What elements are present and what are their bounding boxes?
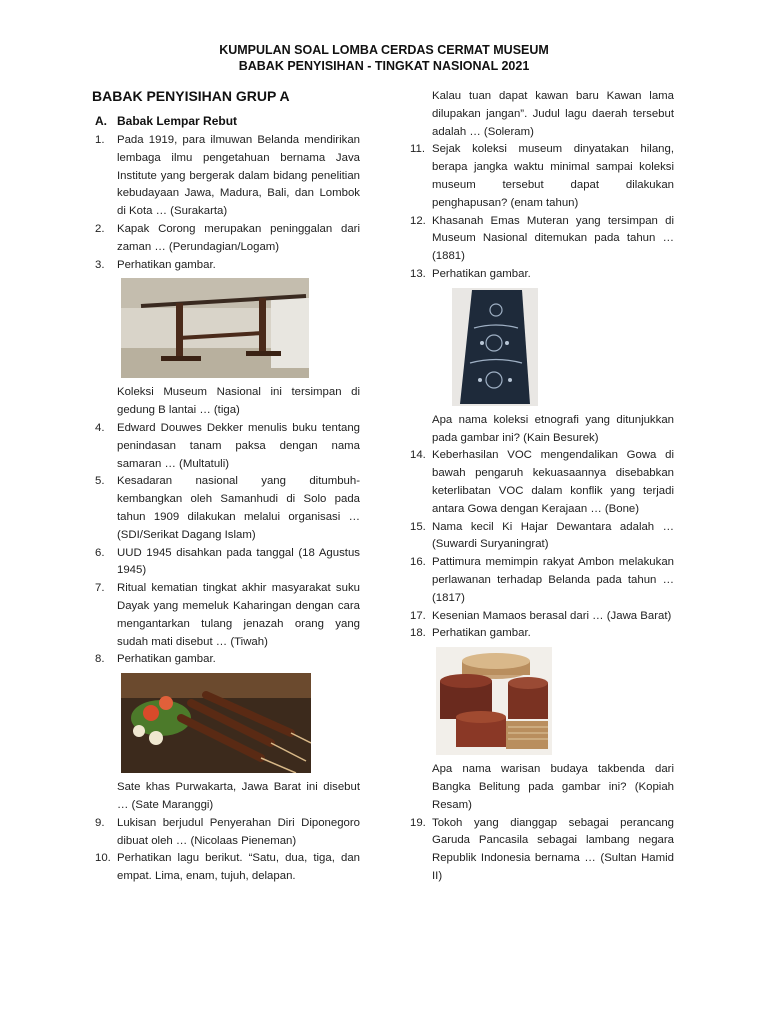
question-number: 15. — [410, 520, 426, 533]
question-text: Edward Douwes Dekker menulis buku tentang penindasan tanam paksa dengan nama samaran … (Multatuli) — [117, 421, 360, 470]
question-number: 5. — [95, 475, 105, 488]
question-number: 18. — [410, 627, 426, 640]
question-text: Pada 1919, para ilmuwan Belanda mendirikan lembaga ilmu pengetahuan bernama Java Institute yang bergerak dalam bidang penelitian kebudayaan Jawa, Madura, Bali, dan Lombok di Kota … (Surakarta) — [117, 134, 360, 218]
question-text: Kesadaran nasional yang ditumbuh-kembangkan oleh Samanhudi di Solo pada tahun 1909 dilakukan melalui organisasi … (SDI/Serikat Dagang Islam) — [117, 475, 360, 541]
question-1 — [95, 132, 360, 221]
question-number: 16. — [410, 556, 426, 569]
question-15 — [410, 519, 674, 555]
question-number: 14. — [410, 449, 426, 462]
question-3-caption: Koleksi Museum Nasional ini tersimpan di gedung B lantai … (tiga) — [117, 386, 360, 417]
question-13 — [410, 266, 674, 284]
question-text: Keberhasilan VOC mengendalikan Gowa di bawah pengaruh kekuasaannya disebabkan keterlibatan VOC dalam konflik yang terjadi antara Gowa dengan Kerajaan … (Bone) — [432, 449, 674, 515]
question-12 — [410, 213, 674, 266]
question-7 — [95, 580, 360, 651]
question-14 — [410, 447, 674, 518]
left-column — [92, 88, 360, 886]
question-text: Nama kecil Ki Hajar Dewantara adalah … (Suwardi Suryaningrat) — [432, 520, 674, 551]
question-8-caption: Sate khas Purwakarta, Jawa Barat ini disebut … (Sate Maranggi) — [117, 781, 360, 811]
question-number: 8. — [95, 653, 105, 666]
kain-besurek-photo — [452, 288, 538, 406]
question-number: 7. — [95, 582, 105, 595]
question-number: 3. — [95, 258, 105, 271]
question-text: Khasanah Emas Muteran yang tersimpan di Museum Nasional ditemukan pada tahun … (1881) — [432, 214, 674, 263]
question-number: 17. — [410, 609, 426, 622]
question-5 — [95, 473, 360, 544]
question-text: Kapak Corong merupakan peninggalan dari zaman … (Perundagian/Logam) — [117, 222, 360, 253]
question-17 — [410, 608, 674, 626]
header-line-2: BABAK PENYISIHAN - TINGKAT NASIONAL 2021 — [238, 59, 530, 73]
question-text: Tokoh yang dianggap sebagai perancang Garuda Pancasila sebagai lambang negara Republik Indonesia bernama … (Sultan Hamid II) — [432, 816, 674, 882]
question-9 — [95, 815, 360, 851]
header-line-1: KUMPULAN SOAL LOMBA CERDAS CERMAT MUSEUM — [219, 43, 549, 57]
question-number: 9. — [95, 816, 105, 829]
question-4 — [95, 420, 360, 473]
question-text: Pattimura memimpin rakyat Ambon melakukan perlawanan terhadap Belanda pada tahun … (1817) — [432, 556, 674, 604]
kopiah-resam-photo — [436, 647, 552, 755]
question-6 — [95, 545, 360, 581]
question-number: 19. — [410, 816, 426, 829]
question-text: Perhatikan lagu berikut. “Satu, dua, tiga, dan empat. Lima, enam, tujuh, delapan. — [117, 852, 360, 883]
section-label: Babak Lempar Rebut — [117, 114, 238, 128]
question-11 — [410, 141, 674, 212]
question-text: Sejak koleksi museum dinyatakan hilang, berapa jangka waktu minimal sampai koleksi museum tersebut dapat dilakukan penghapusan? (enam tahun) — [432, 143, 674, 209]
question-text: Perhatikan gambar. — [432, 627, 531, 640]
question-10 — [95, 850, 360, 886]
question-text: UUD 1945 disahkan pada tanggal (18 Agustus 1945) — [117, 546, 360, 577]
question-number: 13. — [410, 267, 426, 280]
question-10-continuation: Kalau tuan dapat kawan baru Kawan lama dilupakan jangan”. Judul lagu daerah tersebut adalah … (Soleram) — [432, 90, 674, 138]
question-number: 1. — [95, 134, 105, 146]
question-8 — [95, 651, 360, 669]
question-text: Lukisan berjudul Penyerahan Diri Diponegoro dibuat oleh … (Nicolaas Pieneman) — [117, 816, 360, 847]
question-text: Perhatikan gambar. — [432, 267, 531, 280]
keris-stand-photo — [121, 278, 309, 378]
question-3 — [95, 257, 360, 275]
question-text: Kesenian Mamaos berasal dari … (Jawa Barat) — [432, 609, 672, 622]
group-title: BABAK PENYISIHAN GRUP A — [92, 88, 290, 104]
sate-maranggi-photo — [121, 673, 311, 773]
section-number: A. — [95, 114, 107, 128]
question-number: 6. — [95, 546, 105, 559]
question-19 — [410, 815, 674, 886]
question-2 — [95, 221, 360, 257]
question-18-caption: Apa nama warisan budaya takbenda dari Bangka Belitung pada gambar ini? (Kopiah Resam) — [432, 763, 674, 811]
question-13-caption: Apa nama koleksi etnografi yang ditunjukkan pada gambar ini? (Kain Besurek) — [432, 413, 674, 444]
question-number: 2. — [95, 222, 105, 235]
question-text: Perhatikan gambar. — [117, 258, 216, 271]
question-16 — [410, 554, 674, 607]
right-column — [410, 88, 674, 886]
section-heading — [95, 114, 360, 128]
document-header — [0, 42, 768, 74]
question-number: 11. — [410, 143, 425, 156]
question-number: 12. — [410, 214, 426, 227]
question-18 — [410, 625, 674, 643]
question-text: Perhatikan gambar. — [117, 653, 216, 666]
question-text: Ritual kematian tingkat akhir masyarakat suku Dayak yang memeluk Kaharingan dengan cara mengantarkan tulang jenazah orang yang sudah mati disebut … (Tiwah) — [117, 582, 360, 648]
question-number: 4. — [95, 421, 105, 434]
question-number: 10. — [95, 852, 111, 865]
